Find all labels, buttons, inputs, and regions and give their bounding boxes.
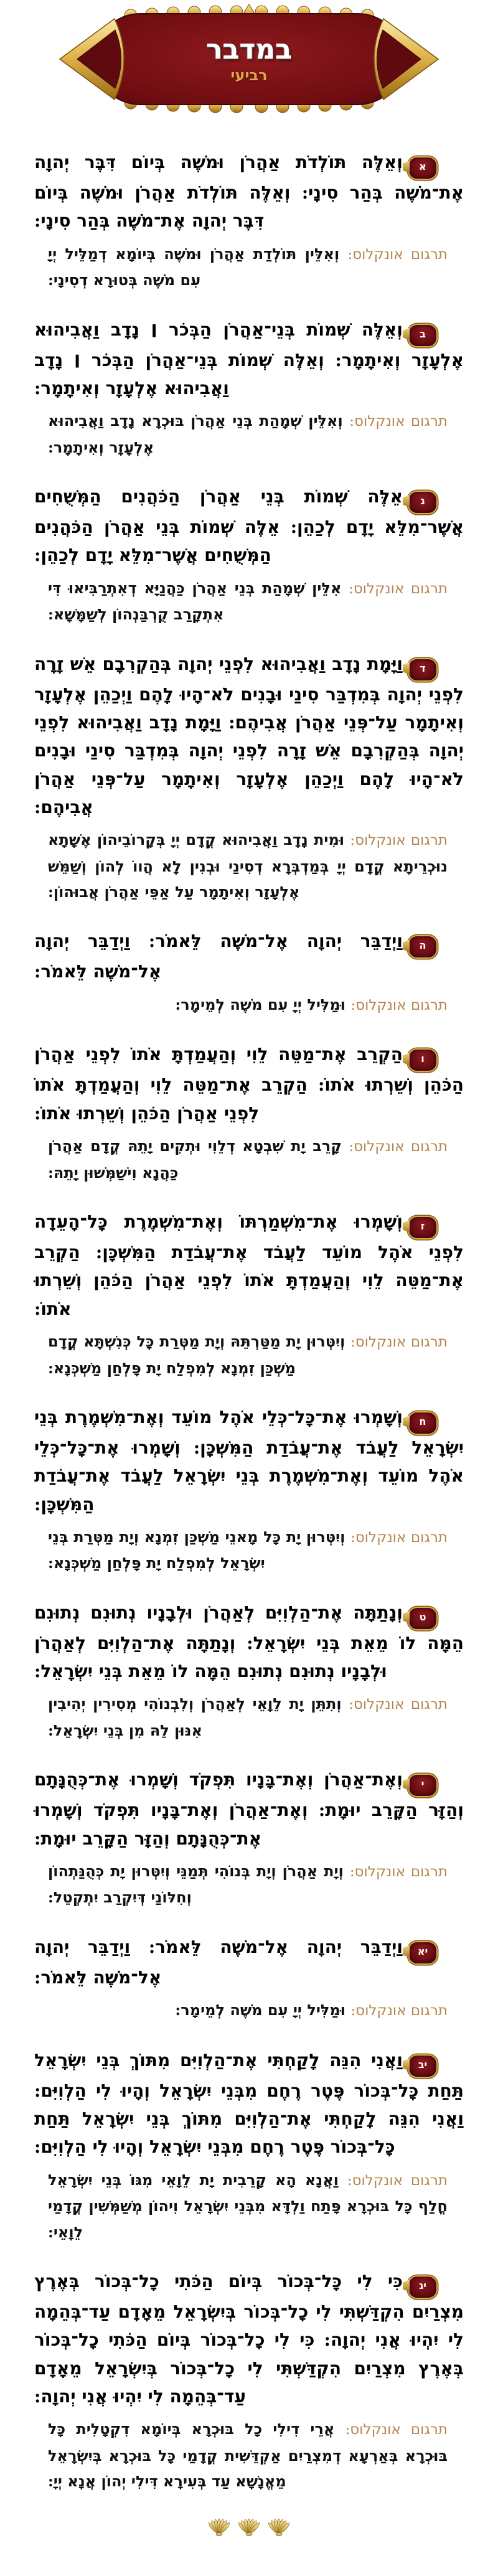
verse-paragraph: [34, 1040, 464, 1127]
targum-paragraph: [48, 575, 448, 628]
verse-block: [34, 650, 464, 905]
targum-text: וְתִתֵּן יָת לֵוָאֵי לְאַהֲרֹן וְלִבְנוֹהִי מְסִירִין יְהִיבִין אִנּוּן לֵהּ מִן בְּנֵי יִשְׂרָאֵל:: [48, 1695, 342, 1739]
targum-paragraph: [48, 2416, 448, 2494]
verse-text: אֵלֶּה שְׁמוֹת בְּנֵי אַהֲרֹן הַכֹּהֲנִים הַמְּשֻׁחִים אֲשֶׁר־מִלֵּא יָדָם לְכַהֵן: אֵלֶּה שְׁמוֹת בְּנֵי אַהֲרֹן הַכֹּהֲנִים הַמְּשֻׁחִים אֲשֶׁר־מִלֵּא יָדָם לְכַהֵן:: [34, 486, 464, 566]
verse-text: כִּי לִי כָּל־בְּכוֹר בְּיוֹם הַכֹּתִי כָל־בְּכוֹר בְּאֶרֶץ מִצְרַיִם הִקְדַּשְׁתִּי לִי כָל־בְּכוֹר בְּיִשְׂרָאֵל מֵאָדָם עַד־בְּהֵמָה לִי יִהְיוּ אֲנִי יְהוָה: כִּי לִי כָל־בְּכוֹר בְּיוֹם הַכֹּתִי כָל־בְּכוֹר בְּאֶרֶץ מִצְרַיִם הִקְדַּשְׁתִּי לִי כָל־בְּכוֹר בְּיִשְׂרָאֵל מֵאָדָם עַד־בְּהֵמָה לִי יִהְיוּ אֲנִי יְהוָה:: [34, 2270, 464, 2407]
targum-paragraph: [48, 992, 448, 1018]
targum-spacer: [343, 411, 350, 430]
verse-block: [34, 148, 464, 293]
targum-paragraph: [48, 1524, 448, 1576]
targum-label: תרגום אונקלוס:: [347, 2172, 448, 2189]
verse-number-badge: [409, 492, 436, 513]
verse-number-badge: [409, 659, 436, 680]
verse-paragraph: [34, 1765, 464, 1853]
targum-text: וּמַלִּיל יְיָ עִם מֹשֶׁה לְמֵימָר:: [175, 995, 346, 1013]
targum-label: תרגום אונקלוס:: [350, 2003, 448, 2019]
verse-block: [34, 2046, 464, 2245]
targum-text: וַאֲנָא הָא קָרֵבִית יָת לֵוָאֵי מִגּוֹ בְּנֵי יִשְׂרָאֵל חֳלַף כָּל בּוּכְרָא פָּתַח וַלְדָּא מִבְּנֵי יִשְׂרָאֵל וִיהוֹן מְשַׁמְּשִׁין קֳדָמַי לֵוָאֵי:: [48, 2170, 448, 2241]
targum-spacer: [345, 1332, 350, 1350]
verse-paragraph: [34, 927, 464, 985]
verse-text: וְאֵלֶּה שְׁמוֹת בְּנֵי־אַהֲרֹן הַבְּכֹר ׀ נָדָב וַאֲבִיהוּא אֶלְעָזָר וְאִיתָמָר: וְאֵלֶּה שְׁמוֹת בְּנֵי־אַהֲרֹן הַבְּכֹר ׀ נָדָב וַאֲבִיהוּא אֶלְעָזָר וְאִיתָמָר:: [34, 319, 464, 398]
targum-label: תרגום אונקלוס:: [347, 246, 448, 263]
targum-spacer: [342, 1695, 349, 1713]
verse-number-badge: [409, 1217, 436, 1238]
verse-paragraph: [34, 2267, 464, 2410]
verses-list: [0, 148, 498, 2494]
targum-spacer: [339, 245, 347, 263]
verse-number: ג: [420, 495, 425, 507]
targum-paragraph: [48, 1858, 448, 1911]
targum-label: תרגום אונקלוס:: [349, 1696, 448, 1713]
targum-paragraph: [48, 241, 448, 293]
verse-block: [34, 1765, 464, 1911]
verse-block: [34, 927, 464, 1018]
verse-number-badge: [409, 1413, 436, 1434]
verse-paragraph: [34, 1599, 464, 1686]
targum-label: תרגום אונקלוס:: [350, 1529, 448, 1546]
targum-label: תרגום אונקלוס:: [350, 1333, 448, 1350]
targum-label: תרגום אונקלוס:: [349, 580, 448, 597]
verse-text: וַיְדַבֵּר יְהוָה אֶל־מֹשֶׁה לֵּאמֹר: וַיְדַבֵּר יְהוָה אֶל־מֹשֶׁה לֵּאמֹר:: [34, 1936, 403, 1988]
shell-icon: [268, 2516, 289, 2536]
verse-number: יג: [419, 2279, 426, 2292]
verse-text: וְאֶת־אַהֲרֹן וְאֶת־בָּנָיו תִּפְקֹד וְשָׁמְרוּ אֶת־כְּהֻנָּתָם וְהַזָּר הַקָּרֵב יוּמָת: וְאֶת־אַהֲרֹן וְאֶת־בָּנָיו תִּפְקֹד וְשָׁמְרוּ אֶת־כְּהֻנָּתָם וְהַזָּר הַקָּרֵב יוּמָת:: [34, 1769, 464, 1849]
verse-number-badge: [409, 1942, 436, 1963]
shell-icon: [238, 2516, 260, 2536]
targum-text: קָרֵב יָת שִׁבְטָא דְלֵוִי וּתְקִים יָתֵהּ קֳדָם אַהֲרֹן כַּהֲנָא וִישַׁמְּשׁוּן יָתֵהּ:: [48, 1137, 342, 1182]
targum-spacer: [334, 2420, 345, 2438]
targum-label: תרגום אונקלוס:: [345, 2422, 448, 2438]
verse-block: [34, 1403, 464, 1576]
targum-spacer: [345, 1528, 350, 1546]
verse-paragraph: [34, 316, 464, 403]
verse-text: וַיְדַבֵּר יְהוָה אֶל־מֹשֶׁה לֵּאמֹר: וַיְדַבֵּר יְהוָה אֶל־מֹשֶׁה לֵּאמֹר:: [34, 931, 403, 982]
verse-text: וְנָתַתָּה אֶת־הַלְוִיִּם לְאַהֲרֹן וּלְבָנָיו נְתוּנִם נְתוּנִם הֵמָּה לוֹ מֵאֵת בְּנֵי יִשְׂרָאֵל: וְנָתַתָּה אֶת־הַלְוִיִּם לְאַהֲרֹן וּלְבָנָיו נְתוּנִם נְתוּנִם הֵמָּה לוֹ מֵאֵת בְּנֵי יִשְׂרָאֵל:: [34, 1602, 464, 1682]
verse-number: ט: [419, 1610, 426, 1623]
verse-paragraph: [34, 1933, 464, 1991]
verse-number: ח: [419, 1415, 426, 1427]
verse-number-badge: [409, 1050, 436, 1071]
verse-block: [34, 1208, 464, 1381]
targum-spacer: [344, 1862, 350, 1880]
verse-number: א: [419, 161, 426, 172]
verse-paragraph: [34, 650, 464, 822]
targum-label: תרגום אונקלוס:: [349, 1863, 448, 1880]
targum-label: תרגום אונקלוס:: [350, 832, 448, 849]
verse-number-badge: [409, 1775, 436, 1796]
targum-text: וְיִטְּרוּן יָת מַטַּרְתֵּהּ וְיָת מַטְּרַת כָּל כְּנִשְׁתָּא קֳדָם מַשְׁכַּן זִמְנָא לְמִפְלַח יָת פָּלְחַן מַשְׁכְּנָא:: [48, 1332, 345, 1377]
targum-text: וְיָת אַהֲרֹן וְיָת בְּנוֹהִי תְּמַנֵּי וְיִטְּרוּן יָת כְּהֻנַּתְהוֹן וְחִלּוֹנַי דְּיִקְרַב יִתְקְטֵל:: [48, 1861, 344, 1907]
targum-label: תרגום אונקלוס:: [350, 997, 448, 1013]
verse-number-badge: [409, 157, 436, 179]
verse-text: וַאֲנִי הִנֵּה לָקַחְתִּי אֶת־הַלְוִיִּם מִתּוֹךְ בְּנֵי יִשְׂרָאֵל תַּחַת כָּל־בְּכוֹר פֶּטֶר רֶחֶם מִבְּנֵי יִשְׂרָאֵל וְהָיוּ לִי הַלְוִיִּם: וַאֲנִי הִנֵּה לָקַחְתִּי אֶת־הַלְוִיִּם מִתּוֹךְ בְּנֵי יִשְׂרָאֵל תַּחַת כָּל־בְּכוֹר פֶּטֶר רֶחֶם מִבְּנֵי יִשְׂרָאֵל וְהָיוּ לִי הַלְוִיִּם:: [34, 2049, 464, 2158]
verse-number: יא: [417, 1945, 428, 1957]
footer-ornaments: [0, 2516, 498, 2536]
targum-paragraph: [48, 2167, 448, 2245]
verse-paragraph: [34, 1208, 464, 1323]
verse-paragraph: [34, 148, 464, 235]
verse-number: יב: [418, 2058, 428, 2071]
targum-paragraph: [48, 827, 448, 905]
targum-paragraph: [48, 1691, 448, 1743]
targum-text: וְאִלֵּין תּוֹלְדַת אַהֲרֹן וּמֹשֶׁה בְּיוֹמָא דְמַלֵּיל יְיָ עִם מֹשֶׁה בְּטוּרָא דְסִינָי:: [48, 244, 340, 289]
targum-text: וּמִית נָדָב וַאֲבִיהוּא קֳדָם יְיָ בְּקָרוֹבֵיהוֹן אֶשָּׁתָא נוּכְרֵיתָא קֳדָם יְיָ בְּמַדְבְּרָא דְסִינַי וּבְנִין לָא הֲווֹ לְהוֹן וְשַׁמֵּשׁ אֶלְעָזָר וְאִיתָמָר עַל אַפֵּי אַהֲרֹן אֲבוּהוֹן:: [48, 830, 448, 901]
parsha-banner: [56, 4, 442, 115]
verse-number: ד: [420, 662, 426, 674]
verse-number: ז: [420, 1220, 425, 1232]
targum-text: וּמַלִּיל יְיָ עִם מֹשֶׁה לְמֵימָר:: [175, 2001, 346, 2019]
targum-paragraph: [48, 1328, 448, 1381]
targum-text: וְאִלֵּין שְׁמָהַת בְּנֵי אַהֲרֹן בּוּכְרָא נָדָב וַאֲבִיהוּא אֶלְעָזָר וְאִיתָמָר:: [48, 411, 343, 456]
verse-number: ה: [419, 939, 426, 952]
targum-spacer: [341, 579, 349, 597]
targum-paragraph: [48, 1997, 448, 2024]
targum-label: תרגום אונקלוס:: [349, 413, 448, 430]
verse-text: וְשָׁמְרוּ אֶת־מִשְׁמַרְתּוֹ וְאֶת־מִשְׁמֶרֶת כָּל־הָעֵדָה לִפְנֵי אֹהֶל מוֹעֵד לַעֲבֹד אֶת־עֲבֹדַת הַמִּשְׁכָּן: הַקְרֵב אֶת־מַטֵּה לֵוִי וְהַעֲמַדְתָּ אֹתוֹ לִפְנֵי אַהֲרֹן הַכֹּהֵן וְשֵׁרְתוּ אֹתוֹ:: [34, 1211, 464, 1319]
verse-block: [34, 482, 464, 628]
targum-text: וְיִטְּרוּן יָת כָּל מָאנֵי מַשְׁכַּן זִמְנָא וְיָת מַטְּרַת בְּנֵי יִשְׂרָאֵל לְמִפְלַח יָת פָּלְחַן מַשְׁכְּנָא:: [48, 1527, 345, 1572]
verse-number: ב: [420, 327, 426, 340]
targum-text: אֲרֵי דִילִי כָל בּוּכְרָא בְּיוֹמָא דִקְטָלִית כָּל בּוּכְרָא בְּאַרְעָא דְמִצְרַיִם אַקְדֵּשִׁית קֳדָמַי כָּל בּוּכְרָא בְּיִשְׂרָאֵל מֵאֱנָשָׁא עַד בְּעִירָא דִּילִי יְהוֹן אֲנָא יְיָ:: [48, 2420, 448, 2491]
verse-number-badge: [409, 1608, 436, 1629]
verse-number-badge: [409, 2056, 436, 2077]
verse-block: [34, 2267, 464, 2494]
verse-text: וְשָׁמְרוּ אֶת־כָּל־כְּלֵי אֹהֶל מוֹעֵד וְאֶת־מִשְׁמֶרֶת בְּנֵי יִשְׂרָאֵל לַעֲבֹד אֶת־עֲבֹדַת הַמִּשְׁכָּן: וְשָׁמְרוּ אֶת־כָּל־כְּלֵי אֹהֶל מוֹעֵד וְאֶת־מִשְׁמֶרֶת בְּנֵי יִשְׂרָאֵל לַעֲבֹד אֶת־עֲבֹדַת הַמִּשְׁכָּן:: [34, 1406, 464, 1515]
verse-block: [34, 1040, 464, 1185]
verse-number-badge: [409, 936, 436, 957]
aliyah-label: רביעי: [230, 66, 268, 85]
verse-number-badge: [409, 2277, 436, 2298]
verse-block: [34, 1599, 464, 1744]
targum-paragraph: [48, 408, 448, 460]
verse-number-badge: [409, 325, 436, 346]
verse-number: ו: [421, 1053, 425, 1065]
book-title: במדבר: [206, 33, 292, 65]
verse-text: וַיָּמָת נָדָב וַאֲבִיהוּא לִפְנֵי יְהוָה בְּהַקְרִבָם אֵשׁ זָרָה לִפְנֵי יְהוָה בְּמִדְבַּר סִינַי וּבָנִים לֹא־הָיוּ לָהֶם וַיְכַהֵן אֶלְעָזָר וְאִיתָמָר עַל־פְּנֵי אַהֲרֹן אֲבִיהֶם: וַיָּמָת נָדָב וַאֲבִיהוּא לִפְנֵי יְהוָה בְּהַקְרִבָם אֵשׁ זָרָה לִפְנֵי יְהוָה בְּמִדְבַּר סִינַי וּבָנִים לֹא־הָיוּ לָהֶם וַיְכַהֵן אֶלְעָזָר וְאִיתָמָר עַל־פְּנֵי אַהֲרֹן אֲבִיהֶם:: [34, 653, 464, 818]
targum-paragraph: [48, 1133, 448, 1185]
verse-block: [34, 1933, 464, 2024]
targum-spacer: [342, 1137, 349, 1155]
verse-text: וְאֵלֶּה תּוֹלְדֹת אַהֲרֹן וּמֹשֶׁה בְּיוֹם דִּבֶּר יְהוָה אֶת־מֹשֶׁה בְּהַר סִינָי: וְאֵלֶּה תּוֹלְדֹת אַהֲרֹן וּמֹשֶׁה בְּיוֹם דִּבֶּר יְהוָה אֶת־מֹשֶׁה בְּהַר סִינָי:: [34, 152, 464, 232]
verse-paragraph: [34, 1403, 464, 1518]
targum-text: אִלֵּין שְׁמָהַת בְּנֵי אַהֲרֹן כַּהֲנַיָּא דְאִתְרַבִּיאוּ דִּי אִתְקָרַב קֻרְבַּנְהוֹן לְשַׁמָּשָׁא:: [48, 578, 342, 624]
targum-spacer: [339, 2171, 347, 2189]
verse-text: הַקְרֵב אֶת־מַטֵּה לֵוִי וְהַעֲמַדְתָּ אֹתוֹ לִפְנֵי אַהֲרֹן הַכֹּהֵן וְשֵׁרְתוּ אֹתוֹ: הַקְרֵב אֶת־מַטֵּה לֵוִי וְהַעֲמַדְתָּ אֹתוֹ לִפְנֵי אַהֲרֹן הַכֹּהֵן וְשֵׁרְתוּ אֹתוֹ:: [34, 1044, 464, 1124]
banner-text: [56, 4, 442, 115]
verse-paragraph: [34, 482, 464, 570]
targum-label: תרגום אונקלוס:: [349, 1139, 448, 1155]
verse-number: י: [421, 1778, 425, 1790]
verse-paragraph: [34, 2046, 464, 2161]
verse-block: [34, 316, 464, 461]
shell-icon: [209, 2516, 230, 2536]
